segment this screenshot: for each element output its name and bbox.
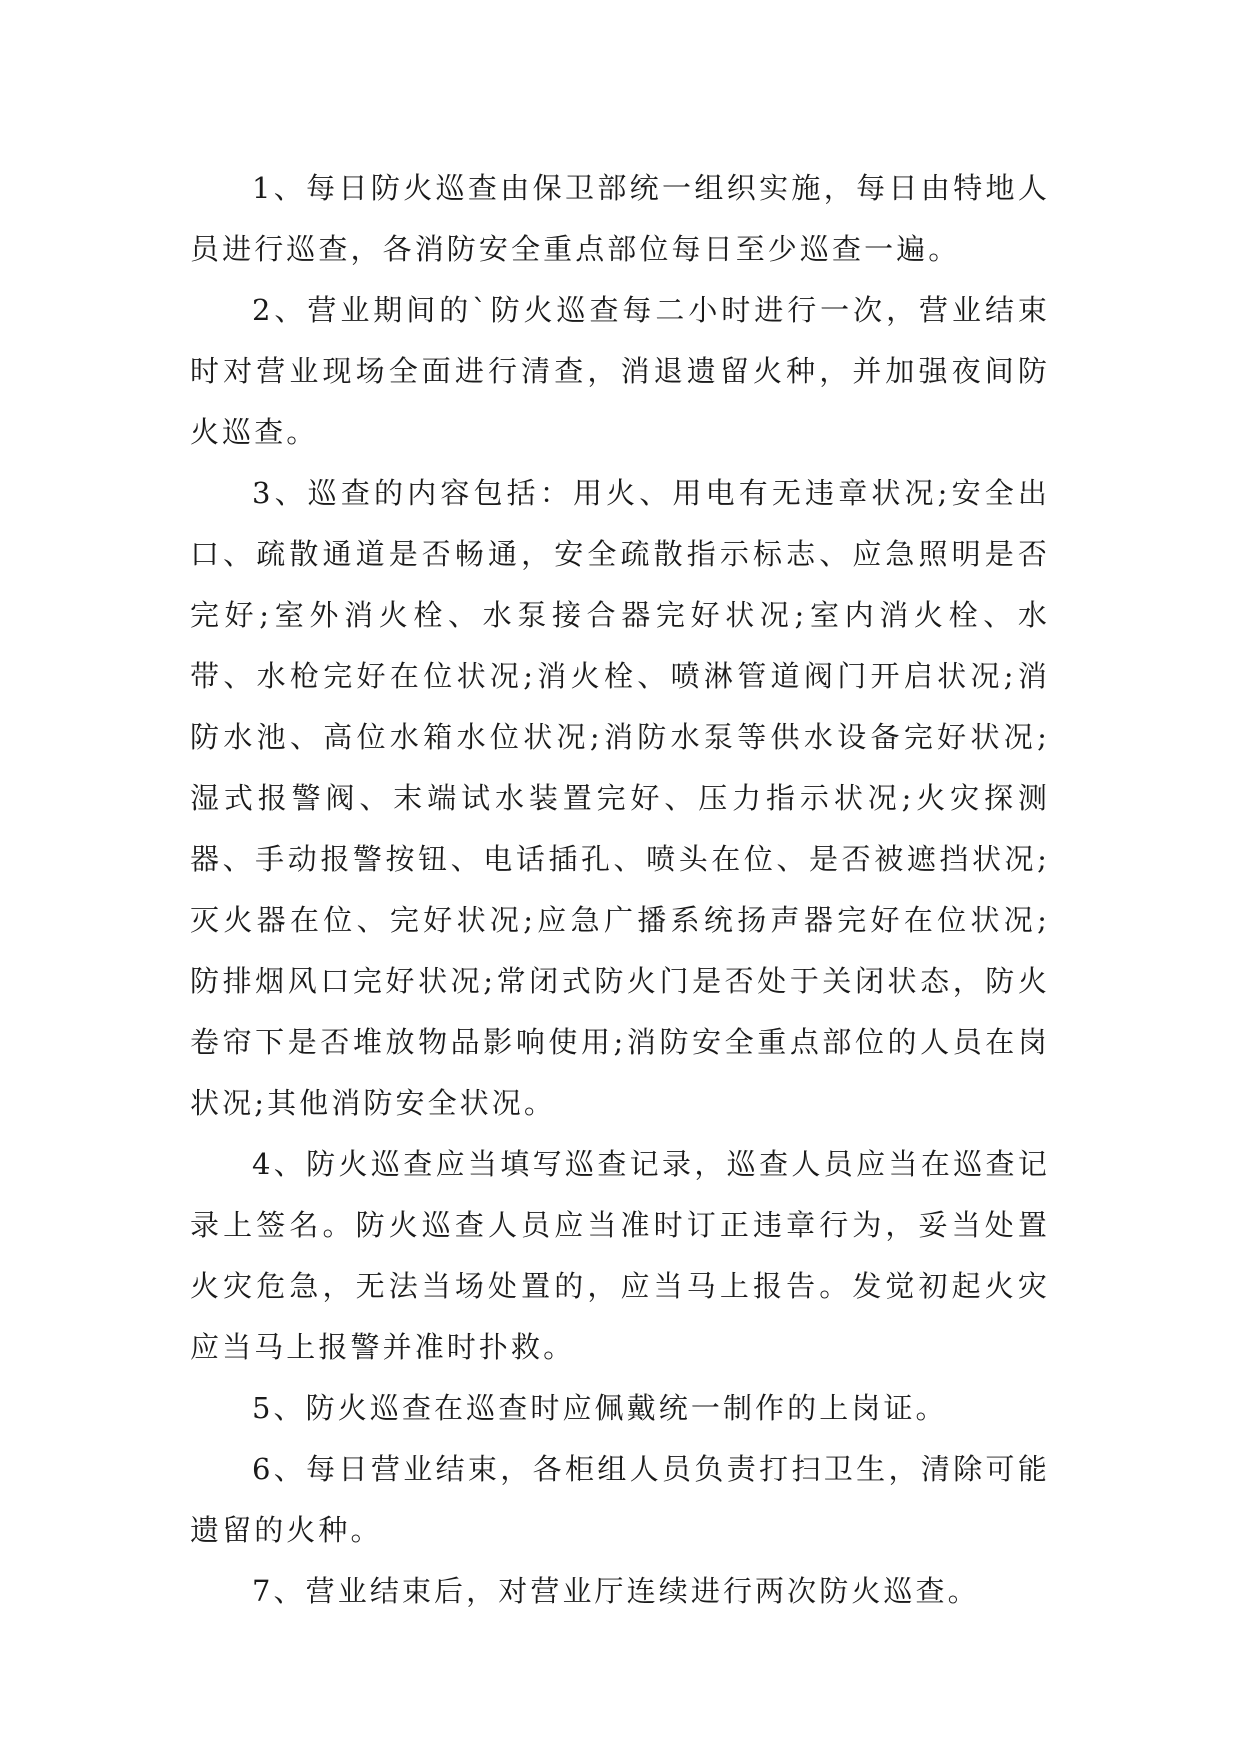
paragraph-7: 7、营业结束后，对营业厅连续进行两次防火巡查。	[252, 1574, 980, 1608]
document-body	[190, 158, 1050, 1622]
paragraph-2: 2、营业期间的`防火巡查每二小时进行一次，营业结束时对营业现场全面进行清查，消退遗留火种，并加强夜间防火巡查。	[190, 293, 1050, 449]
paragraph-1: 1、每日防火巡查由保卫部统一组织实施，每日由特地人员进行巡查，各消防安全重点部位每日至少巡查一遍。	[190, 171, 1050, 266]
paragraph-3: 3、巡查的内容包括：用火、用电有无违章状况;安全出口、疏散通道是否畅通，安全疏散指示标志、应急照明是否完好;室外消火栓、水泵接合器完好状况;室内消火栓、水带、水枪完好在位状况;消火栓、喷淋管道阀门开启状况;消防水池、高位水箱水位状况;消防水泵等供水设备完好状况;湿式报警阀、末端试水装置完好、压力指示状况;火灾探测器、手动报警按钮、电话插孔、喷头在位、是否被遮挡状况;灭火器在位、完好状况;应急广播系统扬声器完好在位状况;防排烟风口完好状况;常闭式防火门是否处于关闭状态，防火卷帘下是否堆放物品影响使用;消防安全重点部位的人员在岗状况;其他消防安全状况。	[190, 476, 1050, 1120]
paragraph-5: 5、防火巡查在巡查时应佩戴统一制作的上岗证。	[252, 1391, 948, 1425]
paragraph-4: 4、防火巡查应当填写巡查记录，巡查人员应当在巡查记录上签名。防火巡查人员应当准时订正违章行为，妥当处置火灾危急，无法当场处置的，应当马上报告。发觉初起火灾应当马上报警并准时扑救。	[190, 1147, 1050, 1364]
paragraph-6: 6、每日营业结束，各柜组人员负责打扫卫生，清除可能遗留的火种。	[190, 1452, 1050, 1547]
